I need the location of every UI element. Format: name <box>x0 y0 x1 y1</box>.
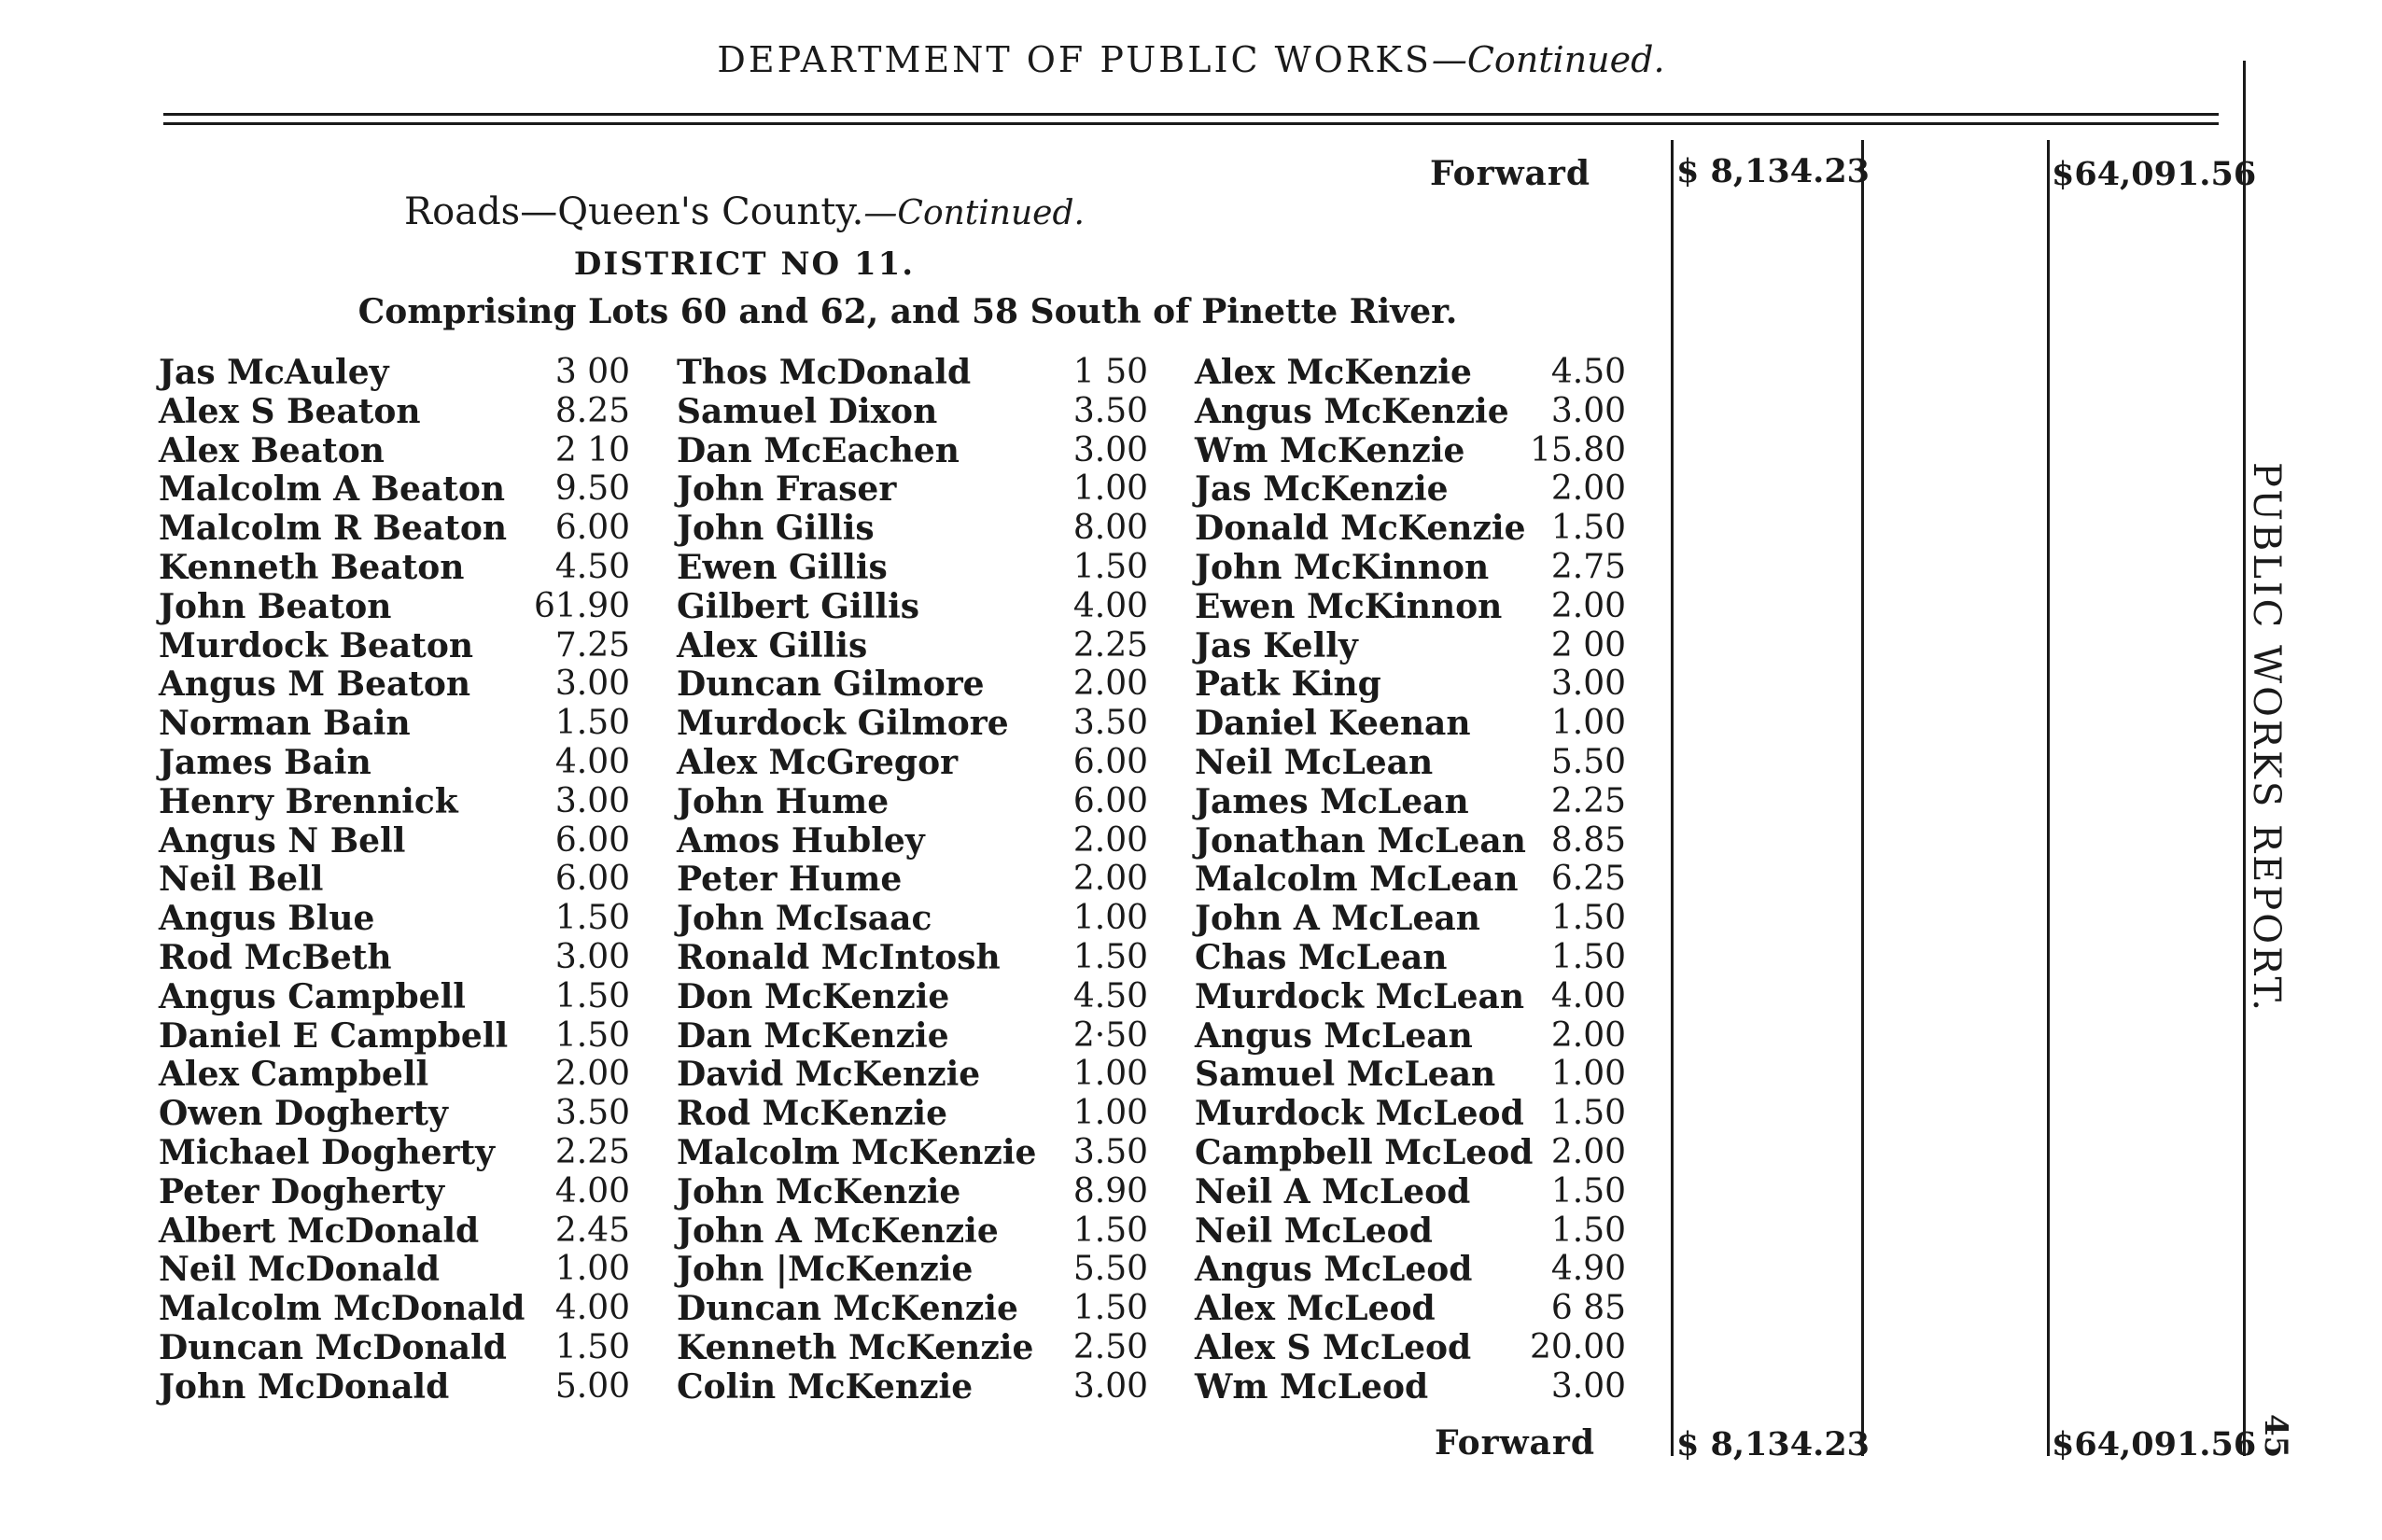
column-rule-2 <box>1861 140 1864 1456</box>
payee-amount: 3.00 <box>1550 665 1626 703</box>
payee-amount: 3.50 <box>1072 1133 1148 1171</box>
list-item <box>159 665 630 704</box>
list-item <box>159 469 630 509</box>
list-item <box>677 1055 1148 1094</box>
payee-name: James Bain <box>159 743 371 782</box>
payee-amount: 1.50 <box>1550 899 1626 937</box>
list-item <box>1195 1211 1626 1251</box>
payee-name: Donald McKenzie <box>1195 509 1526 548</box>
payee-name: Angus N Bell <box>159 821 406 861</box>
payee-name: Dan McKenzie <box>677 1016 949 1056</box>
payee-amount: 3 00 <box>554 353 630 391</box>
header-rule-bottom <box>163 122 2219 125</box>
list-item <box>677 1211 1148 1251</box>
payee-name: Campbell McLeod <box>1195 1133 1534 1172</box>
payee-name: John Hume <box>677 782 890 821</box>
list-item <box>159 1094 630 1133</box>
payee-name: Murdock Gilmore <box>677 704 1009 743</box>
payee-amount: 3.00 <box>1550 392 1626 430</box>
payee-amount: 2.00 <box>1550 469 1626 508</box>
header-continued: —Continued. <box>1431 39 1665 80</box>
payee-name: John Gillis <box>677 509 875 548</box>
payee-name: Jonathan McLean <box>1195 821 1526 861</box>
list-item <box>159 509 630 548</box>
payee-amount: 2 00 <box>1550 626 1626 665</box>
payee-name: Albert McDonald <box>159 1211 480 1251</box>
list-item <box>677 1133 1148 1172</box>
list-item <box>1195 1250 1626 1289</box>
column-rule-3 <box>2047 140 2050 1456</box>
payee-name: Malcolm McDonald <box>159 1289 525 1328</box>
list-item <box>159 1211 630 1251</box>
list-item <box>1195 1133 1626 1172</box>
section-continued: —Continued. <box>863 194 1085 232</box>
payee-amount: 1.50 <box>1550 509 1626 547</box>
list-item <box>1195 821 1626 861</box>
list-item <box>677 509 1148 548</box>
payee-name: Michael Dogherty <box>159 1133 496 1172</box>
payee-name: Wm McLeod <box>1195 1367 1429 1407</box>
payee-name: Malcolm R Beaton <box>159 509 508 548</box>
payee-name: Jas McAuley <box>159 353 389 392</box>
list-item <box>159 899 630 938</box>
payee-amount: 20.00 <box>1529 1328 1626 1366</box>
payee-name: Wm McKenzie <box>1195 431 1465 470</box>
payee-amount: 1.50 <box>1550 1211 1626 1250</box>
list-item <box>677 704 1148 743</box>
list-item <box>159 353 630 392</box>
list-item <box>1195 743 1626 782</box>
payee-name: Duncan McKenzie <box>677 1289 1018 1328</box>
payee-amount: 1.00 <box>1550 704 1626 742</box>
payee-amount: 4.00 <box>1072 587 1148 625</box>
list-item <box>1195 469 1626 509</box>
payee-name: James McLean <box>1195 782 1469 821</box>
payee-amount: 1.00 <box>1072 1094 1148 1132</box>
payee-name: Neil Bell <box>159 860 324 899</box>
list-item <box>677 469 1148 509</box>
payee-name: John McKenzie <box>677 1172 961 1211</box>
payee-amount: 4.00 <box>554 743 630 781</box>
payee-amount: 61.90 <box>533 587 630 625</box>
list-item <box>1195 704 1626 743</box>
payee-amount: 1.50 <box>1072 1289 1148 1327</box>
payee-name: Malcolm McLean <box>1195 860 1519 899</box>
list-item <box>159 1172 630 1211</box>
payee-name: Angus McLeod <box>1195 1250 1473 1289</box>
list-item <box>1195 1172 1626 1211</box>
payee-amount: 2.00 <box>1072 860 1148 898</box>
payee-name: David McKenzie <box>677 1055 981 1094</box>
list-item <box>1195 899 1626 938</box>
list-item <box>677 1328 1148 1367</box>
payee-amount: 5.50 <box>1550 743 1626 781</box>
payee-amount: 7.25 <box>554 626 630 665</box>
list-item <box>677 548 1148 587</box>
side-running-title: PUBLIC WORKS REPORT. <box>2245 462 2288 1014</box>
payee-amount: 3.00 <box>554 665 630 703</box>
district-heading: DISTRICT NO 11. <box>573 245 916 283</box>
list-item <box>159 392 630 431</box>
payee-amount: 1.00 <box>1072 899 1148 937</box>
list-item <box>677 1172 1148 1211</box>
payee-name: Ewen McKinnon <box>1195 587 1503 626</box>
payee-amount: 4.00 <box>1550 977 1626 1015</box>
payee-name: Angus McLean <box>1195 1016 1473 1056</box>
payee-name: Patk King <box>1195 665 1381 704</box>
list-item <box>159 860 630 899</box>
payee-amount: 8.25 <box>554 392 630 430</box>
list-item <box>677 431 1148 470</box>
payee-name: Angus M Beaton <box>159 665 471 704</box>
list-item <box>159 743 630 782</box>
payee-name: Murdock Beaton <box>159 626 474 665</box>
list-item <box>159 782 630 821</box>
list-item <box>677 743 1148 782</box>
payee-name: Alex McKenzie <box>1195 353 1472 392</box>
payee-amount: 8.90 <box>1072 1172 1148 1211</box>
list-item <box>677 353 1148 392</box>
list-item <box>677 1016 1148 1056</box>
forward-amount2-top: $64,091.56 <box>2052 155 2257 193</box>
payee-name: Daniel E Campbell <box>159 1016 509 1056</box>
payee-amount: 2.75 <box>1550 548 1626 586</box>
payee-amount: 5.00 <box>554 1367 630 1406</box>
payee-amount: 1.50 <box>554 899 630 937</box>
payee-name: Alex McGregor <box>677 743 959 782</box>
list-item <box>159 587 630 626</box>
payee-name: John McIsaac <box>677 899 932 938</box>
payee-name: Alex Beaton <box>159 431 385 470</box>
list-item <box>1195 353 1626 392</box>
payee-amount: 3.00 <box>1072 1367 1148 1406</box>
list-item <box>677 899 1148 938</box>
payee-amount: 8.00 <box>1072 509 1148 547</box>
payee-amount: 4.00 <box>554 1289 630 1327</box>
list-item <box>677 938 1148 977</box>
list-item <box>1195 1016 1626 1056</box>
payee-amount: 2.00 <box>554 1055 630 1093</box>
list-item <box>1195 1367 1626 1407</box>
list-item <box>1195 548 1626 587</box>
payee-amount: 1.00 <box>1072 1055 1148 1093</box>
payee-amount: 3.00 <box>554 782 630 820</box>
payee-amount: 3.00 <box>1550 1367 1626 1406</box>
payee-amount: 2·50 <box>1072 1016 1148 1055</box>
payee-amount: 2.00 <box>1072 821 1148 860</box>
payee-amount: 1.50 <box>1550 1094 1626 1132</box>
payee-amount: 1.50 <box>1072 548 1148 586</box>
payee-amount: 15.80 <box>1529 431 1626 469</box>
list-item <box>159 938 630 977</box>
forward-amount1-top: $ 8,134.23 <box>1676 152 1871 190</box>
payee-name: Malcolm A Beaton <box>159 469 506 509</box>
payee-name: Don McKenzie <box>677 977 950 1016</box>
list-item <box>159 1367 630 1407</box>
payee-name: Samuel Dixon <box>677 392 938 431</box>
forward-amount1-bottom: $ 8,134.23 <box>1676 1425 1871 1463</box>
payee-amount: 4.00 <box>554 1172 630 1211</box>
list-item <box>1195 509 1626 548</box>
forward-amount2-bottom: $64,091.56 <box>2052 1425 2257 1463</box>
list-item <box>159 626 630 665</box>
payee-amount: 1.00 <box>1550 1055 1626 1093</box>
payee-amount: 6.00 <box>554 860 630 898</box>
payee-name: Angus Blue <box>159 899 375 938</box>
payee-name: Amos Hubley <box>677 821 925 861</box>
list-item <box>1195 938 1626 977</box>
payee-amount: 1.00 <box>1072 469 1148 508</box>
list-item <box>677 1367 1148 1407</box>
payee-amount: 3.50 <box>1072 704 1148 742</box>
payee-amount: 9.50 <box>554 469 630 508</box>
list-item <box>159 431 630 470</box>
payee-amount: 4.50 <box>554 548 630 586</box>
payee-name: Ronald McIntosh <box>677 938 1001 977</box>
payee-name: Thos McDonald <box>677 353 972 392</box>
list-item <box>677 1094 1148 1133</box>
list-item <box>1195 431 1626 470</box>
payee-amount: 2.25 <box>1550 782 1626 820</box>
payee-name: Peter Dogherty <box>159 1172 445 1211</box>
list-item <box>677 665 1148 704</box>
payee-name: Murdock McLean <box>1195 977 1525 1016</box>
list-item <box>159 1250 630 1289</box>
payee-amount: 6.00 <box>554 821 630 860</box>
payee-name: Kenneth Beaton <box>159 548 465 587</box>
payee-amount: 1.50 <box>1072 1211 1148 1250</box>
list-item <box>159 1016 630 1056</box>
payee-amount: 3.50 <box>1072 392 1148 430</box>
payee-amount: 3.00 <box>1072 431 1148 469</box>
payee-name: Alex McLeod <box>1195 1289 1436 1328</box>
payee-name: Alex S Beaton <box>159 392 421 431</box>
payee-name: Duncan McDonald <box>159 1328 507 1367</box>
payee-amount: 3.50 <box>554 1094 630 1132</box>
list-item <box>159 1133 630 1172</box>
payee-name: Norman Bain <box>159 704 411 743</box>
list-item <box>677 782 1148 821</box>
list-item <box>1195 626 1626 665</box>
payee-name: Samuel McLean <box>1195 1055 1496 1094</box>
payee-name: Jas McKenzie <box>1195 469 1449 509</box>
list-item <box>677 1250 1148 1289</box>
forward-label-bottom: Forward <box>1435 1423 1596 1463</box>
payee-name: Neil A McLeod <box>1195 1172 1471 1211</box>
payee-amount: 5.50 <box>1072 1250 1148 1288</box>
payee-name: John A McLean <box>1195 899 1480 938</box>
payee-amount: 1.50 <box>1550 1172 1626 1211</box>
list-item <box>677 392 1148 431</box>
payee-amount: 1 50 <box>1072 353 1148 391</box>
payee-amount: 1.50 <box>1072 938 1148 976</box>
payee-amount: 1.50 <box>1550 938 1626 976</box>
payee-name: Kenneth McKenzie <box>677 1328 1034 1367</box>
payee-name: John A McKenzie <box>677 1211 999 1251</box>
list-item <box>1195 1328 1626 1367</box>
payee-amount: 2.25 <box>554 1133 630 1171</box>
payee-name: Owen Dogherty <box>159 1094 448 1133</box>
payee-amount: 2.00 <box>1550 587 1626 625</box>
page-number: 45 <box>2257 1414 2294 1459</box>
payee-name: Dan McEachen <box>677 431 960 470</box>
column-rule-1 <box>1671 140 1674 1456</box>
payee-name: Daniel Keenan <box>1195 704 1471 743</box>
list-item <box>1195 1055 1626 1094</box>
payee-name: Duncan Gilmore <box>677 665 985 704</box>
list-item <box>677 1289 1148 1328</box>
list-item <box>1195 1094 1626 1133</box>
payee-amount: 4.90 <box>1550 1250 1626 1288</box>
list-item <box>677 860 1148 899</box>
payee-name: Jas Kelly <box>1195 626 1358 665</box>
payee-amount: 1.00 <box>554 1250 630 1288</box>
payee-name: Rod McKenzie <box>677 1094 948 1133</box>
payee-amount: 2.00 <box>1550 1133 1626 1171</box>
list-item <box>1195 665 1626 704</box>
list-item <box>159 821 630 861</box>
payee-amount: 1.50 <box>554 1016 630 1055</box>
payee-amount: 2.50 <box>1072 1328 1148 1366</box>
list-item <box>159 1328 630 1367</box>
payee-name: Neil McLeod <box>1195 1211 1433 1251</box>
payee-amount: 2.00 <box>1072 665 1148 703</box>
header-rule-top <box>163 113 2219 116</box>
list-item <box>677 821 1148 861</box>
section-title-text: Roads—Queen's County. <box>404 190 864 233</box>
payee-name: John McKinnon <box>1195 548 1490 587</box>
list-item <box>1195 782 1626 821</box>
payee-amount: 6.25 <box>1550 860 1626 898</box>
comprising-line: Comprising Lots 60 and 62, and 58 South of Pinette River. <box>357 292 1458 331</box>
payee-amount: 6 85 <box>1550 1289 1626 1327</box>
payee-amount: 4.50 <box>1550 353 1626 391</box>
list-item <box>677 587 1148 626</box>
payee-name: John |McKenzie <box>677 1250 974 1289</box>
payee-amount: 6.00 <box>554 509 630 547</box>
payee-name: Peter Hume <box>677 860 903 899</box>
list-item <box>159 1055 630 1094</box>
payee-name: John Beaton <box>159 587 392 626</box>
payee-amount: 4.50 <box>1072 977 1148 1015</box>
payee-name: John Fraser <box>677 469 897 509</box>
payee-name: Colin McKenzie <box>677 1367 974 1407</box>
list-item <box>677 977 1148 1016</box>
payee-name: Ewen Gillis <box>677 548 888 587</box>
payee-name: Alex Campbell <box>159 1055 429 1094</box>
payee-amount: 8.85 <box>1550 821 1626 860</box>
payee-name: Alex Gillis <box>677 626 868 665</box>
payee-amount: 2.00 <box>1550 1016 1626 1055</box>
payee-name: Angus Campbell <box>159 977 466 1016</box>
payee-name: Neil McDonald <box>159 1250 441 1289</box>
payee-name: Chas McLean <box>1195 938 1448 977</box>
list-item <box>159 704 630 743</box>
payee-amount: 2.25 <box>1072 626 1148 665</box>
payee-name: Alex S McLeod <box>1195 1328 1472 1367</box>
payee-amount: 1.50 <box>554 1328 630 1366</box>
payee-name: Gilbert Gillis <box>677 587 920 626</box>
list-item <box>1195 977 1626 1016</box>
payee-name: John McDonald <box>159 1367 450 1407</box>
list-item <box>1195 392 1626 431</box>
list-item <box>159 1289 630 1328</box>
header-title: DEPARTMENT OF PUBLIC WORKS <box>717 39 1432 80</box>
page-header <box>0 39 2382 80</box>
forward-label-top: Forward <box>1430 154 1591 193</box>
payee-name: Neil McLean <box>1195 743 1434 782</box>
payee-amount: 1.50 <box>554 977 630 1015</box>
list-item <box>159 977 630 1016</box>
payee-amount: 2 10 <box>554 431 630 469</box>
list-item <box>1195 587 1626 626</box>
payee-name: Malcolm McKenzie <box>677 1133 1037 1172</box>
payee-amount: 2.45 <box>554 1211 630 1250</box>
payee-name: Angus McKenzie <box>1195 392 1509 431</box>
list-item <box>159 548 630 587</box>
payee-amount: 1.50 <box>554 704 630 742</box>
payee-name: Murdock McLeod <box>1195 1094 1524 1133</box>
payee-amount: 6.00 <box>1072 782 1148 820</box>
payee-name: Henry Brennick <box>159 782 458 821</box>
section-title <box>0 190 1489 233</box>
payee-name: Rod McBeth <box>159 938 392 977</box>
list-item <box>1195 1289 1626 1328</box>
payee-amount: 6.00 <box>1072 743 1148 781</box>
list-item <box>1195 860 1626 899</box>
list-item <box>677 626 1148 665</box>
payee-amount: 3.00 <box>554 938 630 976</box>
